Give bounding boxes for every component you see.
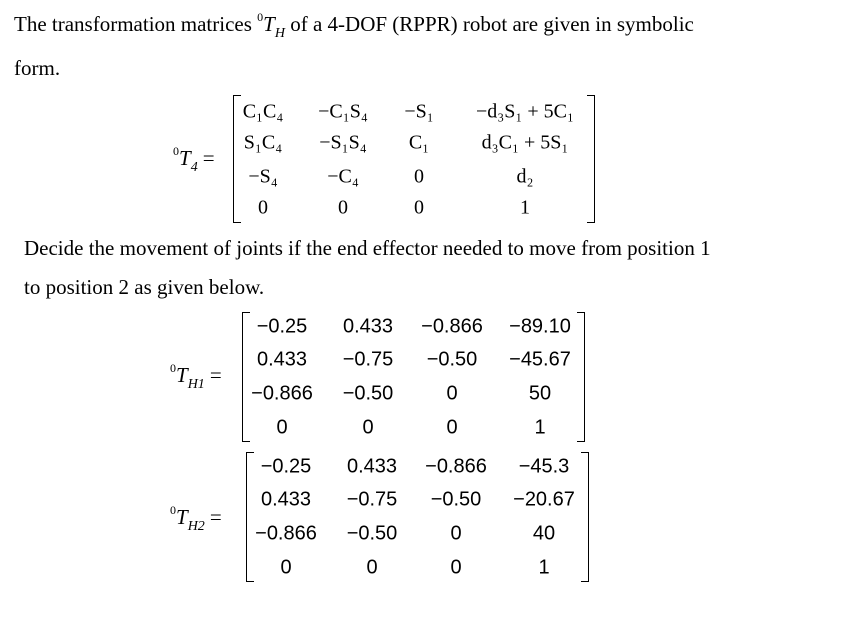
matrix-h1-right-bracket bbox=[577, 312, 585, 442]
matrix-h1-label bbox=[170, 361, 222, 392]
intro-superscript: 0 bbox=[257, 10, 264, 24]
matrix-t4-left-bracket bbox=[233, 95, 241, 223]
matrix-h1-label-equals: = bbox=[209, 363, 222, 387]
matrix-h2-cell-r2c3: −0.50 bbox=[430, 488, 482, 511]
matrix-t4-cell-r2c4: d₃C₁ + 5S₁ bbox=[481, 131, 569, 154]
matrix-h2-cell-r4c4: 1 bbox=[538, 556, 550, 579]
matrix-h2-cell-r3c4: 40 bbox=[532, 522, 556, 545]
matrix-h2-label-symbol: T bbox=[176, 505, 188, 529]
matrix-t4-cell-r3c2: −C₄ bbox=[327, 165, 359, 188]
matrix-t4 bbox=[233, 95, 595, 223]
matrix-h1-cell-r2c4: −45.67 bbox=[509, 348, 571, 371]
matrix-t4-cell-r3c1: −S₄ bbox=[248, 165, 278, 188]
matrix-t4-cell-r2c3: C₁ bbox=[408, 131, 430, 154]
matrix-h2-cell-r1c2: 0.433 bbox=[346, 455, 398, 478]
matrix-t4-cell-r4c3: 0 bbox=[414, 196, 424, 219]
matrix-h1-label-symbol: T bbox=[176, 363, 188, 387]
matrix-h1-cell-r4c2: 0 bbox=[362, 416, 374, 439]
matrix-h2-cell-r4c3: 0 bbox=[450, 556, 462, 579]
matrix-h1-cell-r2c1: 0.433 bbox=[256, 348, 308, 371]
matrix-h2-cell-r1c4: −45.3 bbox=[518, 455, 570, 478]
matrix-h1-cell-r2c2: −0.75 bbox=[342, 348, 394, 371]
matrix-h1-cell-r4c4: 1 bbox=[534, 416, 546, 439]
matrix-h2 bbox=[246, 452, 589, 582]
matrix-h1-cell-r4c3: 0 bbox=[446, 416, 458, 439]
matrix-h1-cell-r4c1: 0 bbox=[276, 416, 288, 439]
intro-symbol-subscript: H bbox=[274, 26, 285, 41]
matrix-h2-cell-r1c3: −0.866 bbox=[425, 455, 487, 478]
matrix-h2-label-sup: 0 bbox=[170, 503, 176, 517]
matrix-h2-right-bracket bbox=[581, 452, 589, 582]
matrix-t4-label-equals: = bbox=[202, 146, 215, 170]
matrix-h1-left-bracket bbox=[242, 312, 250, 442]
matrix-h2-left-bracket bbox=[246, 452, 254, 582]
matrix-h1 bbox=[242, 312, 585, 442]
matrix-t4-cell-r2c1: S₁C₄ bbox=[243, 131, 283, 154]
intro-line-1 bbox=[14, 10, 694, 41]
matrix-h1-cell-r3c3: 0 bbox=[446, 382, 458, 405]
intro-text-start: The transformation matrices bbox=[14, 12, 258, 36]
matrix-t4-cell-r4c2: 0 bbox=[338, 196, 348, 219]
matrix-t4-cell-r1c2: −C₁S₄ bbox=[318, 100, 368, 123]
matrix-t4-cell-r4c4: 1 bbox=[520, 196, 530, 219]
question-line-2: to position 2 as given below. bbox=[24, 275, 265, 299]
matrix-t4-cell-r4c1: 0 bbox=[258, 196, 268, 219]
matrix-h1-label-sup: 0 bbox=[170, 361, 176, 375]
matrix-t4-cell-r3c3: 0 bbox=[414, 165, 424, 188]
matrix-h2-cell-r3c1: −0.866 bbox=[255, 522, 317, 545]
matrix-h2-cell-r3c3: 0 bbox=[450, 522, 462, 545]
matrix-t4-label-sub: 4 bbox=[190, 160, 198, 175]
matrix-h1-cell-r1c3: −0.866 bbox=[421, 315, 483, 338]
matrix-h2-label-equals: = bbox=[209, 505, 222, 529]
matrix-h1-cell-r3c4: 50 bbox=[528, 382, 552, 405]
matrix-h1-label-sub: H1 bbox=[187, 377, 205, 392]
matrix-h1-cell-r1c2: 0.433 bbox=[342, 315, 394, 338]
matrix-t4-right-bracket bbox=[587, 95, 595, 223]
matrix-t4-cell-r1c1: C₁C₄ bbox=[242, 100, 284, 123]
question-line-1: Decide the movement of joints if the end effector needed to move from position 1 bbox=[24, 236, 711, 260]
matrix-t4-cell-r3c4: d₂ bbox=[516, 165, 534, 188]
matrix-h1-cell-r3c2: −0.50 bbox=[342, 382, 394, 405]
matrix-h1-cell-r2c3: −0.50 bbox=[426, 348, 478, 371]
matrix-t4-label-sup: 0 bbox=[173, 144, 179, 158]
intro-symbol: T bbox=[263, 12, 275, 36]
matrix-t4-cell-r1c4: −d₃S₁ + 5C₁ bbox=[476, 100, 574, 123]
matrix-h1-cell-r1c1: −0.25 bbox=[256, 315, 308, 338]
matrix-h1-cell-r3c1: −0.866 bbox=[251, 382, 313, 405]
matrix-t4-label-symbol: T bbox=[179, 146, 191, 170]
intro-line-2: form. bbox=[14, 56, 61, 80]
matrix-h2-label bbox=[170, 503, 222, 534]
matrix-h2-cell-r2c1: 0.433 bbox=[260, 488, 312, 511]
matrix-h2-cell-r4c2: 0 bbox=[366, 556, 378, 579]
matrix-t4-cell-r2c2: −S₁S₄ bbox=[319, 131, 367, 154]
matrix-h2-cell-r2c2: −0.75 bbox=[346, 488, 398, 511]
intro-text-end: of a 4-DOF (RPPR) robot are given in symbolic bbox=[284, 12, 694, 36]
matrix-h2-cell-r4c1: 0 bbox=[280, 556, 292, 579]
matrix-h2-cell-r1c1: −0.25 bbox=[260, 455, 312, 478]
matrix-h2-cell-r3c2: −0.50 bbox=[346, 522, 398, 545]
matrix-t4-cell-r1c3: −S₁ bbox=[404, 100, 434, 123]
matrix-h2-label-sub: H2 bbox=[187, 519, 205, 534]
matrix-h1-cell-r1c4: −89.10 bbox=[509, 315, 571, 338]
matrix-h2-cell-r2c4: −20.67 bbox=[513, 488, 575, 511]
matrix-t4-label bbox=[173, 144, 215, 175]
